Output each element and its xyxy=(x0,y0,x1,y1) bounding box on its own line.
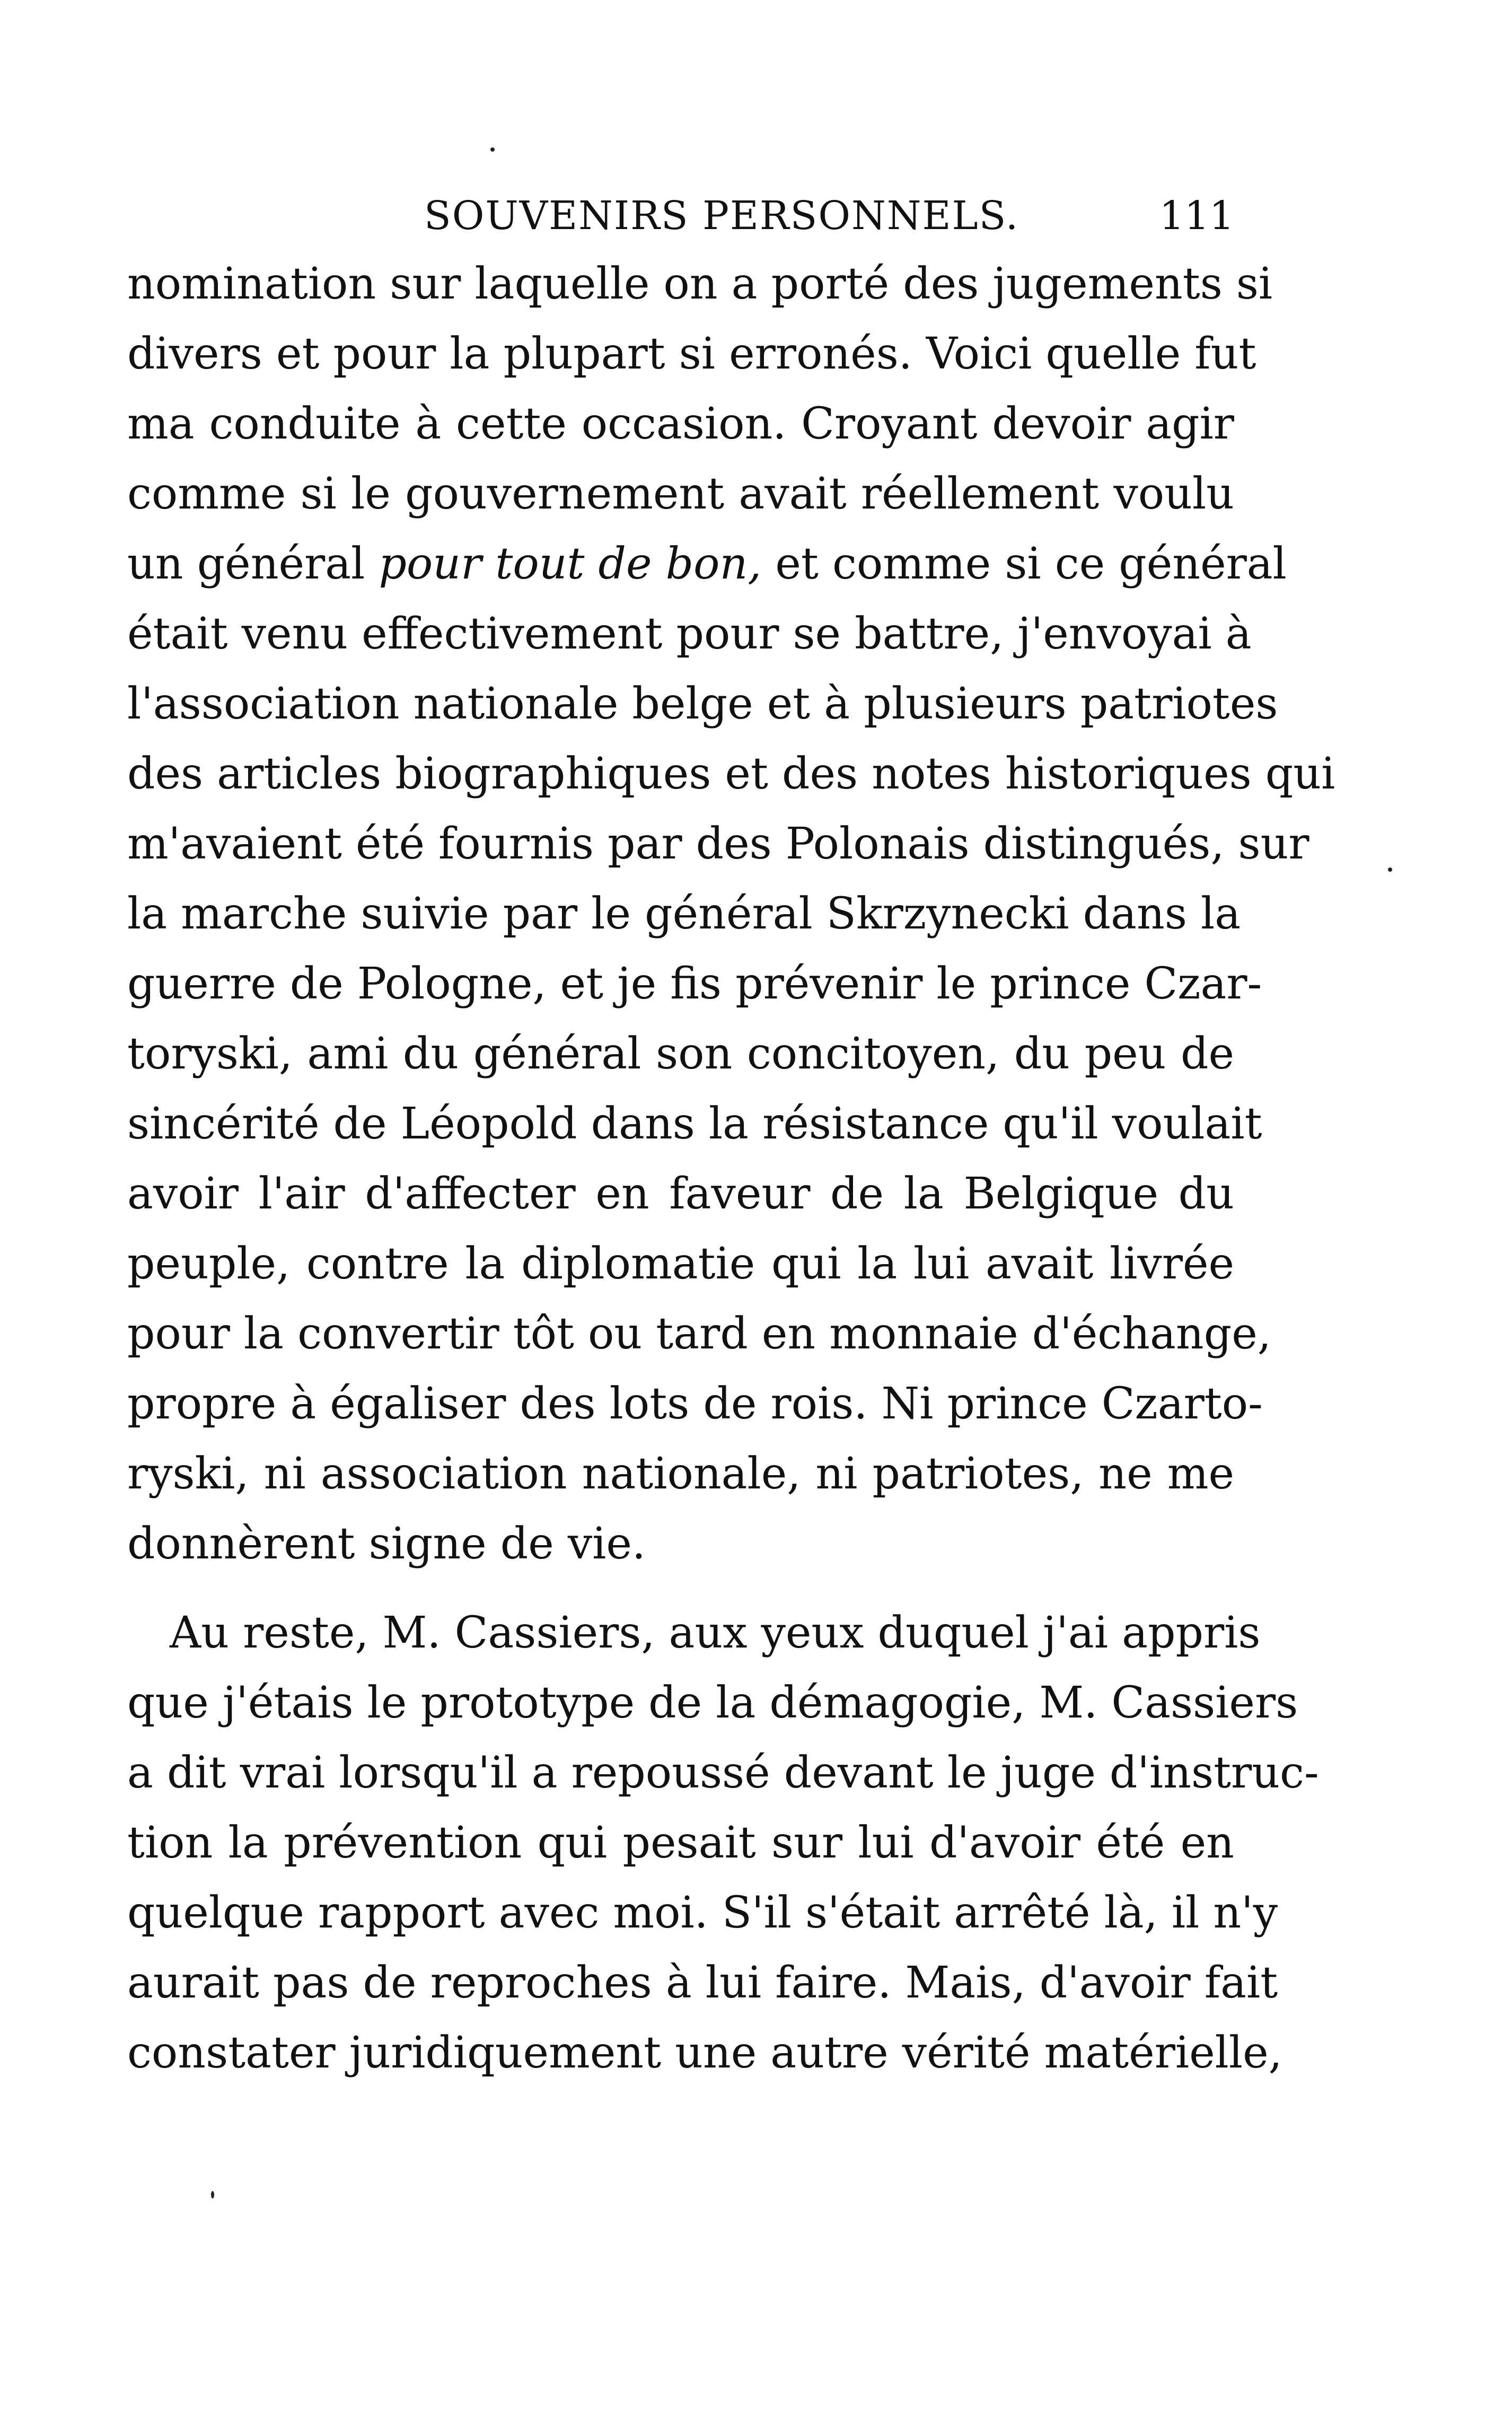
text-line: des articles biographiques et des notes historiques qui xyxy=(127,749,1335,799)
ink-speck xyxy=(211,2191,214,2198)
text-line: a dit vrai lorsqu'il a repoussé devant le juge d'instruc- xyxy=(127,1748,1319,1798)
text-line: donnèrent signe de vie. xyxy=(127,1519,646,1569)
text-line: constater juridiquement une autre vérité matérielle, xyxy=(127,2028,1282,2078)
body-text xyxy=(127,249,1335,2088)
text-segment: un général xyxy=(127,539,379,589)
text-line: ma conduite à cette occasion. Croyant devoir agir xyxy=(127,399,1234,449)
text-line: aurait pas de reproches à lui faire. Mais, d'avoir fait xyxy=(127,1958,1278,2008)
text-line: tion la prévention qui pesait sur lui d'avoir été en xyxy=(127,1818,1234,1868)
ink-speck xyxy=(1388,868,1392,872)
text-line: ryski, ni association nationale, ni patriotes, ne me xyxy=(127,1449,1234,1499)
paragraph-1 xyxy=(127,249,1335,1579)
text-line: que j'étais le prototype de la démagogie, M. Cassiers xyxy=(127,1678,1298,1728)
text-line: avoir l'air d'affecter en faveur de la Belgique du xyxy=(127,1169,1234,1219)
text-line: l'association nationale belge et à plusieurs patriotes xyxy=(127,679,1278,729)
italic-phrase: pour tout de bon, xyxy=(379,539,762,589)
text-line: m'avaient été fournis par des Polonais distingués, sur xyxy=(127,819,1309,869)
text-line: pour la convertir tôt ou tard en monnaie d'échange, xyxy=(127,1309,1271,1359)
text-line: comme si le gouvernement avait réellement voulu xyxy=(127,469,1234,519)
text-line: propre à égaliser des lots de rois. Ni prince Czarto- xyxy=(127,1379,1263,1429)
text-line: peuple, contre la diplomatie qui la lui avait livrée xyxy=(127,1239,1234,1289)
paragraph-2 xyxy=(127,1598,1319,2088)
page-number: 111 xyxy=(1159,193,1234,239)
text-line: nomination sur laquelle on a porté des jugements si xyxy=(127,259,1273,309)
page-header xyxy=(127,187,1234,245)
text-line: la marche suivie par le général Skrzynecki dans la xyxy=(127,889,1241,939)
text-line: quelque rapport avec moi. S'il s'était arrêté là, il n'y xyxy=(127,1888,1278,1938)
text-line: divers et pour la plupart si erronés. Voici quelle fut xyxy=(127,329,1256,379)
text-line: guerre de Pologne, et je fis prévenir le prince Czar- xyxy=(127,959,1262,1009)
text-line: sincérité de Léopold dans la résistance qu'il voulait xyxy=(127,1099,1262,1149)
text-line: toryski, ami du général son concitoyen, du peu de xyxy=(127,1029,1234,1079)
running-head: SOUVENIRS PERSONNELS. xyxy=(424,193,1019,239)
text-line-with-italic xyxy=(127,529,1287,599)
text-line: était venu effectivement pour se battre, j'envoyai à xyxy=(127,609,1252,659)
text-line: Au reste, M. Cassiers, aux yeux duquel j'ai appris xyxy=(170,1608,1261,1658)
ink-speck xyxy=(490,147,495,152)
text-segment: et comme si ce général xyxy=(761,539,1287,589)
